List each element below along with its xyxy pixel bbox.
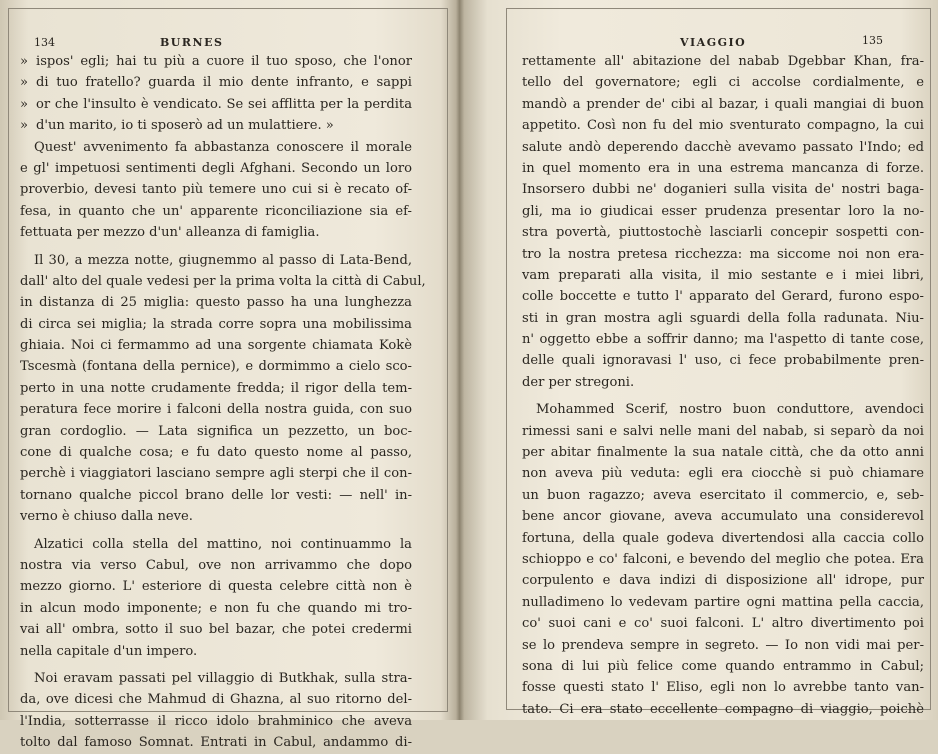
text-line-content: proverbio, devesi tanto più temere uno cui si è recato of- (20, 182, 412, 198)
text-line-content: perto in una notte crudamente fredda; il rigor della tem- (20, 380, 412, 396)
text-line (522, 137, 924, 158)
text-line (20, 689, 412, 710)
text-line (522, 485, 924, 506)
text-line (20, 641, 412, 662)
text-line (522, 201, 924, 222)
text-line (522, 549, 924, 570)
text-line-content: Alzatici colla stella del mattino, noi continuammo la (34, 536, 412, 552)
text-line (522, 51, 924, 72)
text-line-content: peratura fece morire i falconi della nostra guida, con suo (20, 402, 412, 418)
text-line (522, 635, 924, 656)
text-line-content: e gl' impetuosi sentimenti degli Afghani. Secondo un loro (20, 160, 412, 176)
right-page-text (522, 51, 924, 720)
text-line (20, 201, 412, 222)
text-line (20, 399, 412, 420)
quote-mark: » (20, 118, 29, 134)
text-line (20, 485, 412, 506)
text-line (20, 292, 412, 313)
text-line-content: ghiaia. Noi ci fermammo ad una sorgente chiamata Kokè (20, 338, 412, 354)
right-page (480, 0, 938, 720)
text-line (20, 51, 412, 72)
text-line-content: nostra via verso Cabul, ove non arrivammo che dopo (20, 557, 412, 573)
text-line-content: mandò a prender de' cibi al bazar, i quali mangiai di buon (522, 96, 924, 112)
text-line-content: gli, ma io giudicai esser prudenza presentar loro la no- (522, 203, 924, 219)
text-line (522, 222, 924, 243)
text-line-content: fosse questi stato l' Eliso, egli non lo avrebbe tanto van- (522, 680, 924, 696)
text-line (20, 94, 412, 115)
text-line (522, 179, 924, 200)
text-line (20, 158, 412, 179)
text-line-content: cone di qualche cosa; e fu dato questo nome al passo, (20, 445, 412, 461)
text-line-content: n' oggetto ebbe a soffrir danno; ma l'aspetto di tante cose, (522, 332, 924, 348)
text-line (522, 372, 924, 393)
text-line (522, 506, 924, 527)
quote-mark: » (20, 75, 29, 91)
text-line-content: tato. Ci era stato eccellente compagno di viaggio, poichè (522, 701, 924, 717)
text-line (20, 271, 426, 292)
text-line (20, 619, 412, 640)
text-line (522, 244, 924, 265)
text-line-content: salute andò deperendo dacchè avevamo passato l'Indo; ed (522, 139, 924, 155)
page-number-left: 134 (34, 36, 55, 49)
text-line-content: non aveva più veduta: egli era ciocchè si può chiamare (522, 466, 924, 482)
text-line (20, 335, 412, 356)
text-line-content: stra povertà, piuttostochè lasciarli concepir sospetti con- (522, 225, 924, 241)
text-line-content: un buon ragazzo; aveva esercitato il commercio, e, seb- (522, 487, 924, 503)
text-line (522, 265, 924, 286)
text-line (522, 528, 924, 549)
text-line-content: in distanza di 25 miglia: questo passo ha una lunghezza (20, 295, 412, 311)
text-line (20, 668, 412, 689)
text-line-content: gran cordoglio. — Lata significa un pezzetto, un boc- (20, 423, 412, 439)
text-line-content: der per stregoni. (522, 374, 635, 390)
text-line (20, 137, 412, 158)
text-line (20, 506, 412, 527)
text-line (20, 711, 412, 732)
quote-mark: » (20, 96, 29, 112)
text-line-content: nella capitale d'un impero. (20, 643, 198, 659)
text-line-content: rimessi sani e salvi nelle mani del nabab, si separò da noi (522, 423, 924, 439)
text-line-content: in quel momento era in una estrema mancanza di forze. (522, 160, 924, 176)
text-line-content: dall' alto del quale vedesi per la prima volta la città di Cabul, (20, 273, 426, 289)
text-line-content: l'India, sotterrasse il ricco idolo brahminico che aveva (20, 713, 412, 729)
text-line (522, 421, 924, 442)
text-line-content: sona di lui più felice come quando entrammo in Cabul; (522, 658, 924, 674)
text-line-content: colle boccette e tutto l' apparato del Gerard, furono espo- (522, 289, 924, 305)
text-line (522, 656, 924, 677)
text-line-content: per abitar finalmente la sua natale città, che da otto anni (522, 445, 924, 461)
text-line-content: fettuata per mezzo d'un' alleanza di famiglia. (20, 225, 320, 241)
text-line-content: Mohammed Scerif, nostro buon conduttore, avendoci (536, 402, 924, 418)
text-line (522, 592, 924, 613)
left-page-text (20, 51, 426, 754)
text-line (522, 308, 924, 329)
text-line-content: fesa, in quanto che un' apparente riconciliazione sia ef- (20, 203, 412, 219)
text-line-content: fortuna, della quale godeva divertendosi alla caccia collo (522, 530, 924, 546)
text-line-content: appetito. Così non fu del mio sventurato compagno, la cui (522, 118, 924, 134)
text-line (522, 350, 924, 371)
text-line (20, 463, 412, 484)
text-line-content: tello del governatore; egli ci accolse cordialmente, e (522, 75, 924, 91)
text-line (522, 115, 924, 136)
text-line-content: Quest' avvenimento fa abbastanza conoscere il morale (34, 139, 412, 155)
text-line (20, 356, 412, 377)
text-line (522, 329, 924, 350)
text-line (522, 399, 924, 420)
text-line (20, 314, 412, 335)
text-line (20, 378, 412, 399)
text-line-content: di circa sei miglia; la strada corre sopra una mobilissima (20, 316, 412, 332)
text-line (20, 534, 412, 555)
text-line-content: rettamente all' abitazione del nabab Dgebbar Khan, fra- (522, 54, 924, 69)
text-line (20, 250, 412, 271)
text-line-content: Tscesmà (fontana della pernice), e dormimmo a cielo sco- (20, 359, 412, 375)
text-line-content: vam preparati alla visita, il mio sestante e i miei libri, (522, 267, 924, 283)
text-line (522, 72, 924, 93)
running-head-right: VIAGGIO (680, 36, 747, 49)
text-line (20, 576, 412, 597)
text-line-content: verno è chiuso dalla neve. (20, 509, 193, 525)
text-line-content: or che l'insulto è vendicato. Se sei afflitta per la perdita (36, 96, 412, 112)
text-line (522, 570, 924, 591)
text-line (522, 613, 924, 634)
text-line-content: tro la nostra pretesa ricchezza: ma siccome noi non era- (522, 246, 924, 262)
page-number-right: 135 (862, 34, 883, 47)
text-line (20, 555, 412, 576)
text-line-content: d'un marito, io ti sposerò ad un mulattiere. » (36, 118, 334, 134)
text-line (522, 699, 924, 720)
text-line-content: Il 30, a mezza notte, giugnemmo al passo di Lata-Bend, (34, 252, 412, 268)
text-line (20, 179, 412, 200)
text-line (522, 463, 924, 484)
text-line-content: corpulento e dava indizi di disposizione all' idrope, pur (522, 573, 924, 589)
text-line-content: ispos' egli; hai tu più a cuore il tuo sposo, che l'onor (36, 54, 412, 69)
text-line (20, 222, 412, 243)
text-line-content: tolto dal famoso Somnat. Entrati in Cabul, andammo di- (20, 735, 412, 751)
text-line-content: vai all' ombra, sotto il suo bel bazar, che potei credermi (20, 622, 412, 638)
text-line (20, 421, 412, 442)
text-line-content: co' suoi cani e co' suoi falconi. L' altro divertimento poi (522, 616, 924, 632)
text-line (20, 732, 412, 753)
text-line-content: perchè i viaggiatori lasciano sempre agli sterpi che il con- (20, 466, 412, 482)
text-line (20, 115, 412, 136)
text-line (522, 158, 924, 179)
text-line-content: Insorsero dubbi ne' doganieri sulla visita de' nostri baga- (522, 182, 924, 198)
text-line-content: schioppo e co' falconi, e bevendo del meglio che potea. Era (522, 551, 924, 567)
text-line-content: sti in gran mostra agli sguardi della folla radunata. Niu- (522, 310, 924, 326)
left-page (0, 0, 455, 751)
text-line (522, 677, 924, 698)
text-line-content: se lo prendeva sempre in segreto. — Io non vidi mai per- (522, 637, 924, 653)
quote-mark: » (20, 54, 29, 69)
text-line-content: nulladimeno lo vedevam partire ogni mattina pella caccia, (522, 594, 924, 610)
text-line-content: tornano qualche piccol brano delle lor vesti: — nell' in- (20, 487, 412, 503)
text-line-content: Noi eravam passati pel villaggio di Butkhak, sulla stra- (34, 670, 412, 686)
text-line (522, 442, 924, 463)
text-line (20, 442, 412, 463)
running-head-left: BURNES (160, 36, 224, 49)
text-line-content: mezzo giorno. L' esteriore di questa celebre città non è (20, 579, 412, 595)
text-line (20, 72, 412, 93)
text-line-content: in alcun modo imponente; e non fu che quando mi tro- (20, 600, 412, 616)
text-line-content: bene ancor giovane, aveva accumulato una considerevol (522, 509, 924, 525)
text-line (20, 598, 412, 619)
text-line-content: delle quali ignoravasi l' uso, ci fece probabilmente pren- (522, 353, 924, 369)
text-line-content: da, ove dicesi che Mahmud di Ghazna, al suo ritorno del- (20, 692, 412, 708)
text-line-content: di tuo fratello? guarda il mio dente infranto, e sappi (36, 75, 412, 91)
text-line (522, 94, 924, 115)
text-line (522, 286, 924, 307)
